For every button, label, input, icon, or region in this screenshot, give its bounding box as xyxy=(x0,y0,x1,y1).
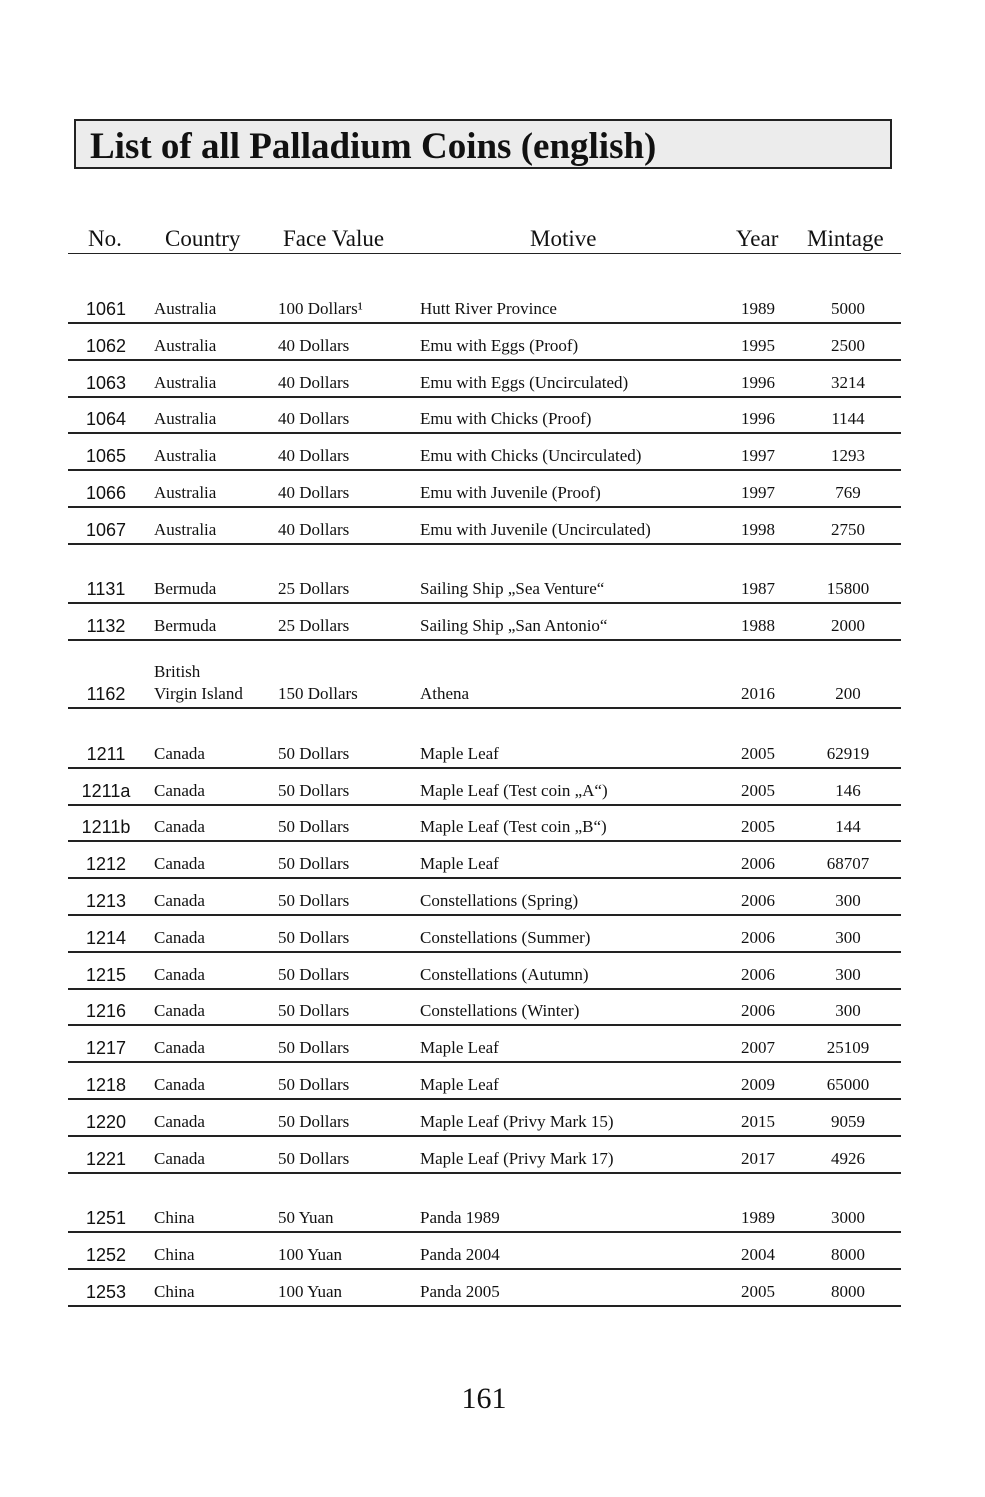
cell-motive: Maple Leaf (Privy Mark 17) xyxy=(420,1149,614,1168)
cell-no: 1251 xyxy=(85,1208,127,1228)
cell-no: 1217 xyxy=(85,1038,127,1058)
cell-no: 1066 xyxy=(85,483,127,503)
cell-mintage: 146 xyxy=(835,781,861,800)
cell-country: Canada xyxy=(154,817,205,836)
cell-motive: Maple Leaf (Test coin „B“) xyxy=(420,817,607,836)
cell-country: Canada xyxy=(154,1149,205,1168)
cell-country: Canada xyxy=(154,781,205,800)
cell-year: 2009 xyxy=(741,1075,775,1094)
cell-no: 1063 xyxy=(85,373,127,393)
cell-year: 2005 xyxy=(741,817,775,836)
cell-face-value: 50 Dollars xyxy=(278,781,350,800)
cell-country: Canada xyxy=(154,854,205,873)
cell-face-value: 50 Dollars xyxy=(278,965,350,984)
table-row xyxy=(68,1204,901,1233)
cell-country: Australia xyxy=(154,409,217,428)
cell-no: 1252 xyxy=(85,1245,127,1265)
cell-mintage: 300 xyxy=(835,891,861,910)
table-row xyxy=(68,914,901,953)
table-row xyxy=(68,988,901,1026)
cell-year: 2005 xyxy=(741,1282,775,1301)
cell-motive: Emu with Eggs (Uncirculated) xyxy=(420,373,629,392)
cell-year: 1997 xyxy=(741,446,775,465)
cell-country: China xyxy=(154,1282,195,1301)
cell-no: 1162 xyxy=(86,684,126,704)
cell-country: Bermuda xyxy=(154,616,217,635)
cell-no: 1132 xyxy=(86,616,126,636)
cell-country: Bermuda xyxy=(154,579,217,598)
cell-year: 1989 xyxy=(741,1208,775,1227)
cell-mintage: 2000 xyxy=(831,616,865,635)
table-row xyxy=(68,804,901,842)
cell-mintage: 2500 xyxy=(831,336,865,355)
cell-year: 2006 xyxy=(741,965,775,984)
cell-no: 1062 xyxy=(85,336,127,356)
cell-mintage: 3000 xyxy=(831,1208,865,1227)
header-rule xyxy=(68,253,901,254)
cell-no: 1253 xyxy=(85,1282,127,1302)
cell-face-value: 40 Dollars xyxy=(278,336,350,355)
cell-mintage: 3214 xyxy=(831,373,865,392)
cell-mintage: 300 xyxy=(835,965,861,984)
cell-no: 1220 xyxy=(85,1112,127,1132)
cell-year: 2006 xyxy=(741,928,775,947)
cell-face-value: 50 Yuan xyxy=(278,1208,334,1227)
cell-no: 1211a xyxy=(81,781,131,801)
cell-mintage: 300 xyxy=(835,1001,861,1020)
cell-year: 1987 xyxy=(741,579,775,598)
cell-motive: Emu with Juvenile (Uncirculated) xyxy=(420,520,651,539)
cell-country: Australia xyxy=(154,299,217,318)
cell-year: 1998 xyxy=(741,520,775,539)
cell-motive: Maple Leaf (Privy Mark 15) xyxy=(420,1112,614,1131)
cell-face-value: 40 Dollars xyxy=(278,520,350,539)
cell-no: 1213 xyxy=(85,891,127,911)
page-title-box xyxy=(74,119,892,169)
cell-mintage: 4926 xyxy=(831,1149,865,1168)
table-row xyxy=(68,322,901,361)
header-face-value: Face Value xyxy=(283,226,385,251)
cell-year: 2006 xyxy=(741,854,775,873)
cell-motive: Maple Leaf xyxy=(420,744,499,763)
cell-mintage: 1293 xyxy=(831,446,865,465)
table-row xyxy=(68,1135,901,1174)
table-row xyxy=(68,767,901,806)
table-row xyxy=(68,396,901,434)
page-title: List of all Palladium Coins (english) xyxy=(90,126,657,167)
cell-face-value: 50 Dollars xyxy=(278,817,350,836)
cell-year: 2017 xyxy=(741,1149,775,1168)
cell-motive: Constellations (Autumn) xyxy=(420,965,589,984)
header-country: Country xyxy=(165,226,241,251)
cell-mintage: 5000 xyxy=(831,299,865,318)
header-mintage: Mintage xyxy=(807,226,884,251)
cell-face-value: 150 Dollars xyxy=(278,684,358,703)
cell-country: Canada xyxy=(154,928,205,947)
cell-motive: Panda 1989 xyxy=(420,1208,500,1227)
cell-mintage: 68707 xyxy=(826,854,870,873)
cell-no: 1212 xyxy=(85,854,127,874)
cell-motive: Emu with Juvenile (Proof) xyxy=(420,483,601,502)
cell-motive: Maple Leaf xyxy=(420,1038,499,1057)
cell-country: Canada xyxy=(154,891,205,910)
table-row xyxy=(68,877,901,916)
cell-year: 1997 xyxy=(741,483,775,502)
cell-motive: Maple Leaf xyxy=(420,854,499,873)
cell-face-value: 50 Dollars xyxy=(278,1075,350,1094)
cell-country: Australia xyxy=(154,446,217,465)
cell-face-value: 50 Dollars xyxy=(278,928,350,947)
cell-year: 2005 xyxy=(741,781,775,800)
table-row xyxy=(68,575,901,604)
cell-year: 1996 xyxy=(741,373,775,392)
cell-motive: Emu with Eggs (Proof) xyxy=(420,336,579,355)
cell-mintage: 62919 xyxy=(826,744,870,763)
table-row xyxy=(68,840,901,879)
cell-year: 1988 xyxy=(741,616,775,635)
cell-face-value: 40 Dollars xyxy=(278,373,350,392)
page-number: 161 xyxy=(461,1382,507,1415)
cell-no: 1131 xyxy=(86,579,126,599)
cell-no: 1065 xyxy=(85,446,127,466)
table-row xyxy=(68,602,901,641)
cell-year: 2006 xyxy=(741,1001,775,1020)
cell-no: 1215 xyxy=(85,965,127,985)
cell-face-value: 50 Dollars xyxy=(278,1001,350,1020)
cell-motive: Hutt River Province xyxy=(420,299,557,318)
cell-motive: Sailing Ship „Sea Venture“ xyxy=(420,579,605,598)
cell-no: 1218 xyxy=(85,1075,127,1095)
header-motive: Motive xyxy=(530,226,597,251)
cell-country: British xyxy=(154,662,201,681)
cell-mintage: 65000 xyxy=(826,1075,870,1094)
cell-motive: Emu with Chicks (Uncirculated) xyxy=(420,446,642,465)
cell-mintage: 9059 xyxy=(831,1112,865,1131)
cell-country: China xyxy=(154,1208,195,1227)
cell-country: Australia xyxy=(154,520,217,539)
cell-mintage: 300 xyxy=(835,928,861,947)
header-year: Year xyxy=(736,226,779,251)
table-row xyxy=(68,1098,901,1137)
cell-no: 1067 xyxy=(85,520,127,540)
table-row xyxy=(68,951,901,990)
cell-country: Canada xyxy=(154,965,205,984)
cell-face-value: 40 Dollars xyxy=(278,483,350,502)
cell-no: 1214 xyxy=(85,928,127,948)
cell-face-value: 25 Dollars xyxy=(278,579,350,598)
cell-face-value: 50 Dollars xyxy=(278,1149,350,1168)
cell-face-value: 50 Dollars xyxy=(278,1112,350,1131)
cell-no: 1221 xyxy=(85,1149,127,1169)
cell-mintage: 144 xyxy=(835,817,861,836)
cell-motive: Panda 2004 xyxy=(420,1245,500,1264)
cell-face-value: 40 Dollars xyxy=(278,446,350,465)
cell-year: 1989 xyxy=(741,299,775,318)
cell-motive: Athena xyxy=(420,684,470,703)
cell-no: 1216 xyxy=(85,1001,127,1021)
table-row xyxy=(68,739,901,769)
cell-no: 1211 xyxy=(86,744,126,764)
cell-motive: Constellations (Winter) xyxy=(420,1001,580,1020)
cell-country: Australia xyxy=(154,373,217,392)
cell-face-value: 100 Dollars¹ xyxy=(278,299,363,318)
cell-mintage: 1144 xyxy=(831,409,865,428)
table-row xyxy=(68,432,901,471)
table-row xyxy=(68,1268,901,1307)
cell-face-value: 50 Dollars xyxy=(278,1038,350,1057)
cell-mintage: 25109 xyxy=(826,1038,870,1057)
cell-face-value: 100 Yuan xyxy=(278,1245,343,1264)
cell-face-value: 50 Dollars xyxy=(278,744,350,763)
cell-mintage: 2750 xyxy=(831,520,865,539)
cell-motive: Maple Leaf xyxy=(420,1075,499,1094)
cell-year: 1995 xyxy=(741,336,775,355)
cell-country-line2: Virgin Island xyxy=(154,684,243,703)
cell-country: Canada xyxy=(154,1038,205,1057)
cell-no: 1211b xyxy=(81,817,131,837)
table-row xyxy=(68,1024,901,1063)
cell-country: Australia xyxy=(154,483,217,502)
cell-year: 2005 xyxy=(741,744,775,763)
cell-year: 1996 xyxy=(741,409,775,428)
cell-country: Canada xyxy=(154,744,205,763)
cell-face-value: 100 Yuan xyxy=(278,1282,343,1301)
cell-motive: Constellations (Summer) xyxy=(420,928,591,947)
cell-mintage: 15800 xyxy=(826,579,870,598)
cell-motive: Panda 2005 xyxy=(420,1282,500,1301)
cell-face-value: 25 Dollars xyxy=(278,616,350,635)
cell-year: 2006 xyxy=(741,891,775,910)
cell-motive: Emu with Chicks (Proof) xyxy=(420,409,592,428)
header-no: No. xyxy=(88,226,122,251)
cell-motive: Constellations (Spring) xyxy=(420,891,579,910)
cell-country: Canada xyxy=(154,1075,205,1094)
table-row xyxy=(68,1061,901,1100)
cell-country: Australia xyxy=(154,336,217,355)
cell-year: 2015 xyxy=(741,1112,775,1131)
cell-face-value: 40 Dollars xyxy=(278,409,350,428)
cell-mintage: 8000 xyxy=(831,1245,865,1264)
cell-country: Canada xyxy=(154,1112,205,1131)
table-row xyxy=(68,506,901,545)
cell-mintage: 8000 xyxy=(831,1282,865,1301)
cell-no: 1064 xyxy=(85,409,127,429)
table-row xyxy=(68,1231,901,1270)
cell-mintage: 769 xyxy=(835,483,861,502)
table-row xyxy=(68,660,901,709)
table-row xyxy=(68,359,901,398)
cell-no: 1061 xyxy=(85,299,127,319)
cell-year: 2004 xyxy=(741,1245,775,1264)
table-row xyxy=(68,295,901,324)
cell-country: Canada xyxy=(154,1001,205,1020)
cell-face-value: 50 Dollars xyxy=(278,854,350,873)
cell-face-value: 50 Dollars xyxy=(278,891,350,910)
table-row xyxy=(68,469,901,508)
cell-year: 2016 xyxy=(741,684,775,703)
cell-motive: Sailing Ship „San Antonio“ xyxy=(420,616,608,635)
cell-country: China xyxy=(154,1245,195,1264)
cell-mintage: 200 xyxy=(835,684,861,703)
cell-motive: Maple Leaf (Test coin „A“) xyxy=(420,781,608,800)
cell-year: 2007 xyxy=(741,1038,775,1057)
